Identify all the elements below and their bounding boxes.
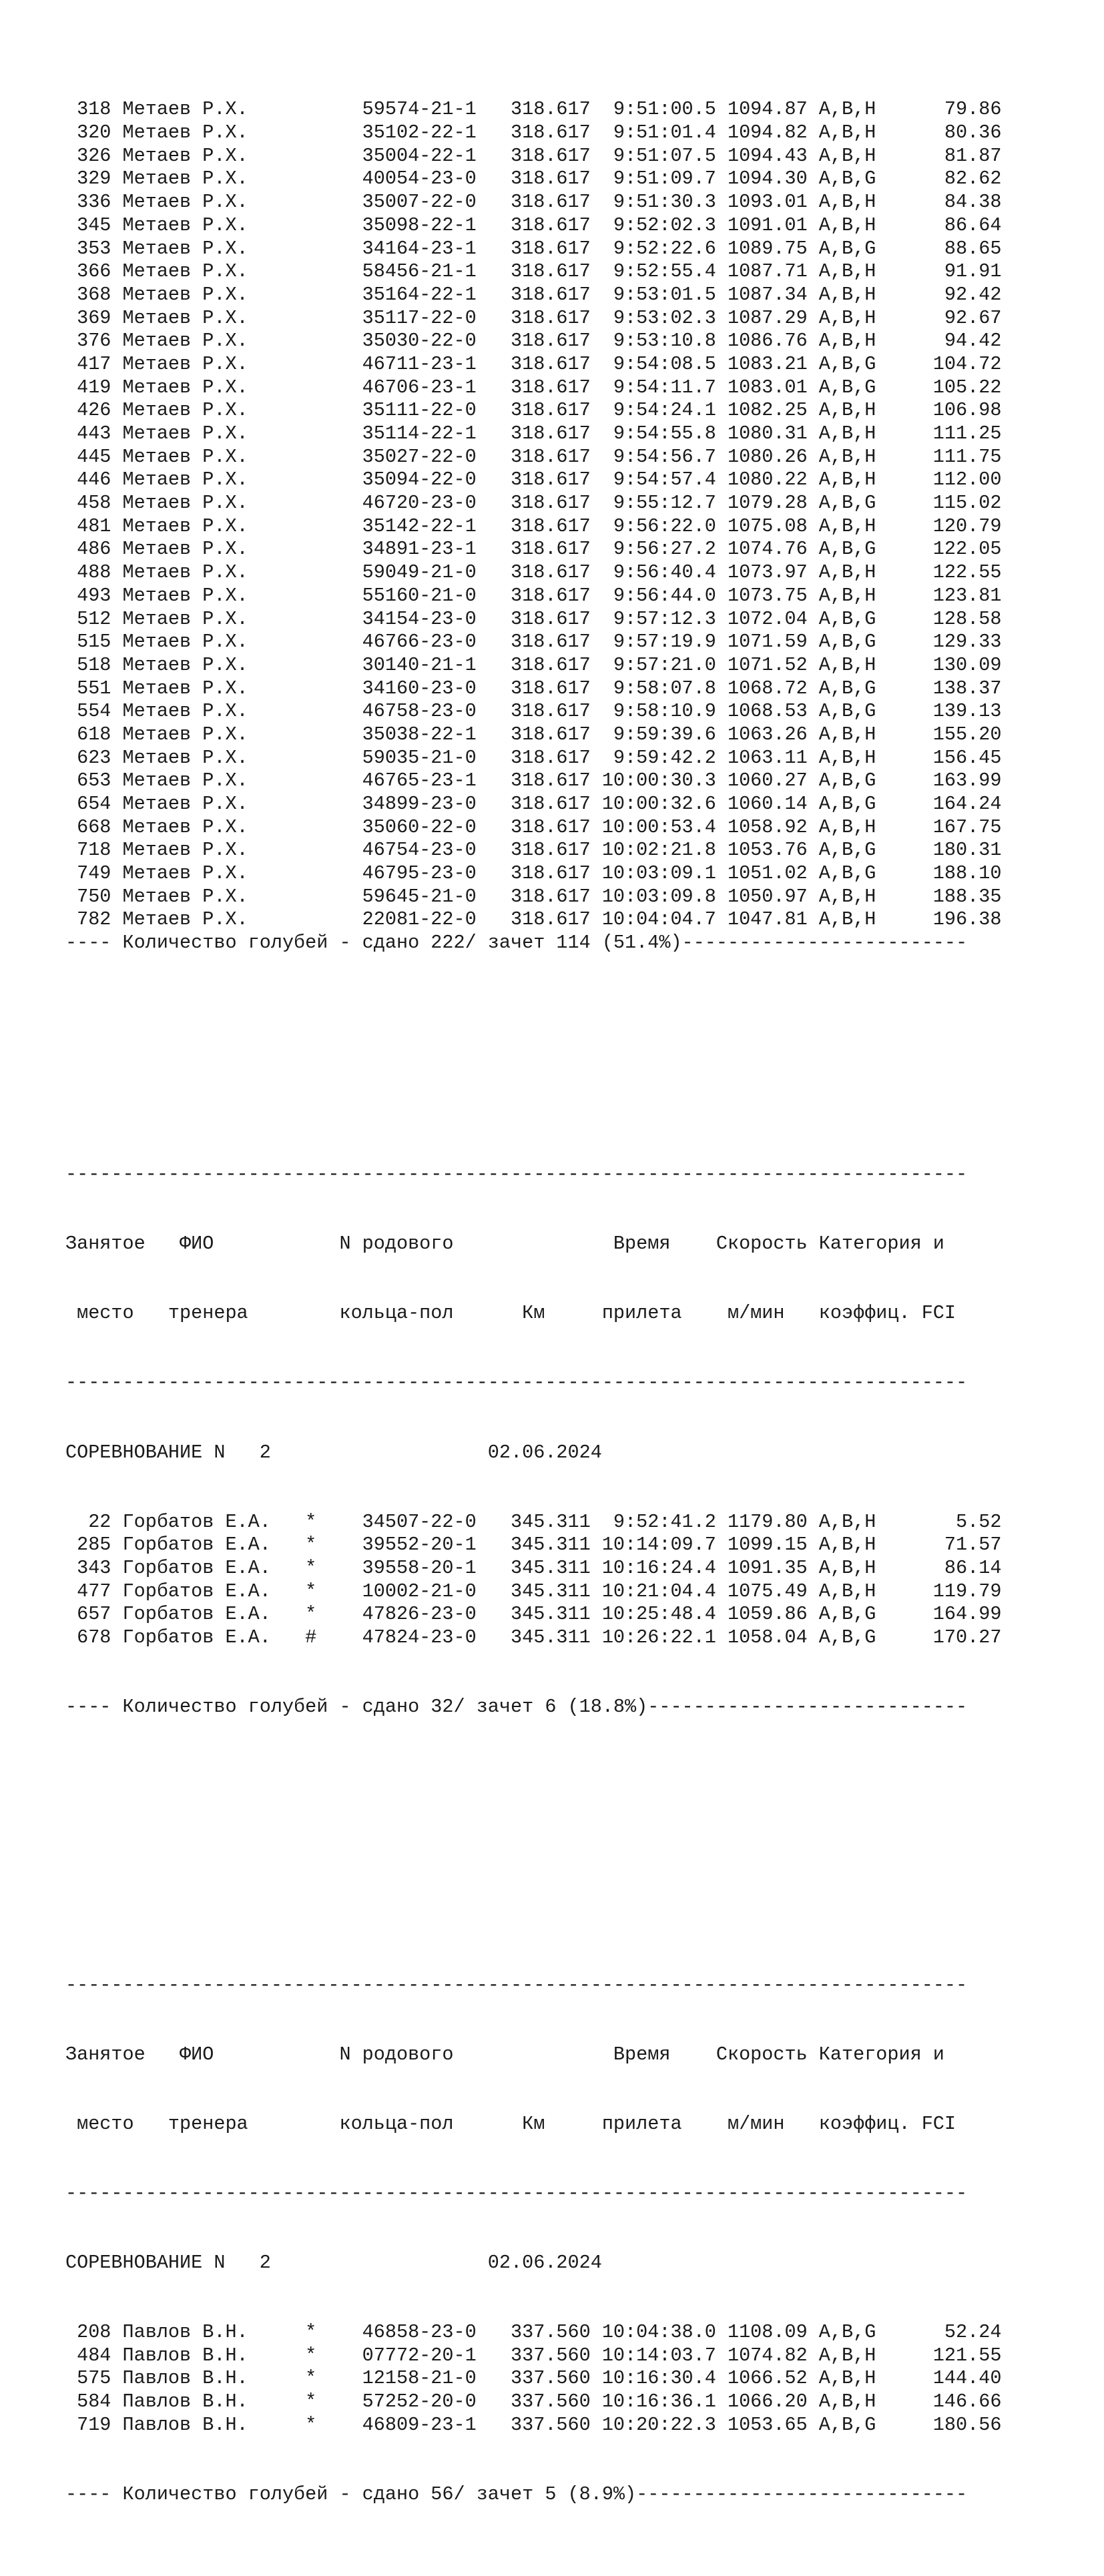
table-row: 493 Метаев Р.Х. 55160-21-0 318.617 9:56:44.0 1073.75 A,B,H 123.81 [65,584,1002,607]
table-row: 345 Метаев Р.Х. 35098-22-1 318.617 9:52:02.3 1091.01 A,B,H 86.64 [65,214,1002,236]
results-block-3 [65,1927,1001,2553]
spacer [65,1024,1001,1048]
separator-line: ------------------------------------------------------------------------------- [65,1163,968,1186]
separator-line: ------------------------------------------------------------------------------- [65,1371,968,1394]
table-row: 484 Павлов В.Н. * 07772-20-1 337.560 10:14:03.7 1074.82 A,B,H 121.55 [65,2344,1002,2366]
column-header-line-2: место тренера кольца-пол Км прилета м/мин коэффиц. FCI [65,2112,956,2135]
results-block-1 [65,98,1001,954]
table-row: 477 Горбатов Е.А. * 10002-21-0 345.311 10:21:04.4 1075.49 A,B,H 119.79 [65,1580,1002,1602]
table-row: 657 Горбатов Е.А. * 47826-23-0 345.311 10:25:48.4 1059.86 A,B,G 164.99 [65,1603,1002,1626]
separator-line: ------------------------------------------------------------------------------- [65,2182,968,2204]
competition-line: СОРЕВНОВАНИЕ N 2 02.06.2024 [65,2251,602,2274]
table-row: 343 Горбатов Е.А. * 39558-20-1 345.311 10:16:24.4 1091.35 A,B,H 86.14 [65,1557,1002,1579]
table-row: 654 Метаев Р.Х. 34899-23-0 318.617 10:00:32.6 1060.14 A,B,G 164.24 [65,793,1002,816]
table-row: 618 Метаев Р.Х. 35038-22-1 318.617 9:59:39.6 1063.26 A,B,H 155.20 [65,723,1002,745]
table-row: 584 Павлов В.Н. * 57252-20-0 337.560 10:16:36.1 1066.20 A,B,H 146.66 [65,2390,1002,2413]
table-row: 782 Метаев Р.Х. 22081-22-0 318.617 10:04:04.7 1047.81 A,B,H 196.38 [65,908,1002,931]
table-row: 678 Горбатов Е.А. # 47824-23-0 345.311 10:26:22.1 1058.04 A,B,G 170.27 [65,1626,1002,1649]
table-row: 515 Метаев Р.Х. 46766-23-0 318.617 9:57:19.9 1071.59 A,B,G 129.33 [65,631,1002,653]
table-row: 336 Метаев Р.Х. 35007-22-0 318.617 9:51:30.3 1093.01 A,B,H 84.38 [65,191,1002,214]
table-row: 426 Метаев Р.Х. 35111-22-0 318.617 9:54:24.1 1082.25 A,B,H 106.98 [65,399,1002,422]
table-row: 718 Метаев Р.Х. 46754-23-0 318.617 10:02:21.8 1053.76 A,B,G 180.31 [65,839,1002,862]
spacer [65,1835,1001,1858]
rows [65,1511,1001,1650]
table-row: 653 Метаев Р.Х. 46765-23-1 318.617 10:00:30.3 1060.27 A,B,G 163.99 [65,769,1002,792]
table-row: 719 Павлов В.Н. * 46809-23-1 337.560 10:20:22.3 1053.65 A,B,G 180.56 [65,2413,1002,2436]
table-row: 326 Метаев Р.Х. 35004-22-1 318.617 9:51:07.5 1094.43 A,B,H 81.87 [65,144,1002,167]
competition-line: СОРЕВНОВАНИЕ N 2 02.06.2024 [65,1441,602,1464]
table-row: 750 Метаев Р.Х. 59645-21-0 318.617 10:03:09.8 1050.97 A,B,H 188.35 [65,885,1002,908]
table-row: 376 Метаев Р.Х. 35030-22-0 318.617 9:53:10.8 1086.76 A,B,H 94.42 [65,330,1002,352]
column-header-line-2: место тренера кольца-пол Км прилета м/мин коэффиц. FCI [65,1302,956,1325]
summary-line: ---- Количество голубей - сдано 56/ зачет 5 (8.9%)----------------------------- [65,2483,968,2505]
column-header-line-1: Занятое ФИО N родового Время Скорость Категория и [65,2043,944,2065]
table-row: 518 Метаев Р.Х. 30140-21-1 318.617 9:57:21.0 1071.52 A,B,H 130.09 [65,653,1002,676]
table-row: 481 Метаев Р.Х. 35142-22-1 318.617 9:56:22.0 1075.08 A,B,H 120.79 [65,515,1002,537]
table-row: 445 Метаев Р.Х. 35027-22-0 318.617 9:54:56.7 1080.26 A,B,H 111.75 [65,445,1002,468]
table-row: 329 Метаев Р.Х. 40054-23-0 318.617 9:51:09.7 1094.30 A,B,G 82.62 [65,168,1002,190]
table-row: 443 Метаев Р.Х. 35114-22-1 318.617 9:54:55.8 1080.31 A,B,H 111.25 [65,422,1002,445]
table-row: 554 Метаев Р.Х. 46758-23-0 318.617 9:58:10.9 1068.53 A,B,G 139.13 [65,700,1002,723]
table-row: 22 Горбатов Е.А. * 34507-22-0 345.311 9:52:41.2 1179.80 A,B,H 5.52 [65,1510,1002,1533]
results-block-2 [65,1117,1001,1766]
table-row: 749 Метаев Р.Х. 46795-23-0 318.617 10:03:09.1 1051.02 A,B,G 188.10 [65,862,1002,885]
table-row: 551 Метаев Р.Х. 34160-23-0 318.617 9:58:07.8 1068.72 A,B,G 138.37 [65,677,1002,699]
separator-line: ------------------------------------------------------------------------------- [65,1973,968,1996]
rows [65,2321,1001,2437]
table-row: 318 Метаев Р.Х. 59574-21-1 318.617 9:51:00.5 1094.87 A,B,H 79.86 [65,98,1002,121]
table-row: 285 Горбатов Е.А. * 39552-20-1 345.311 10:14:09.7 1099.15 A,B,H 71.57 [65,1534,1002,1556]
table-row: 486 Метаев Р.Х. 34891-23-1 318.617 9:56:27.2 1074.76 A,B,G 122.05 [65,538,1002,561]
column-header-line-1: Занятое ФИО N родового Время Скорость Категория и [65,1233,944,1255]
table-row: 458 Метаев Р.Х. 46720-23-0 318.617 9:55:12.7 1079.28 A,B,G 115.02 [65,492,1002,515]
table-row: 575 Павлов В.Н. * 12158-21-0 337.560 10:16:30.4 1066.52 A,B,H 144.40 [65,2367,1002,2390]
summary-line: ---- Количество голубей - сдано 32/ зачет 6 (18.8%)---------------------------- [65,1696,968,1718]
table-row: 208 Павлов В.Н. * 46858-23-0 337.560 10:04:38.0 1108.09 A,B,G 52.24 [65,2321,1002,2344]
table-row: 446 Метаев Р.Х. 35094-22-0 318.617 9:54:57.4 1080.22 A,B,H 112.00 [65,468,1002,491]
results-document [65,52,1001,2576]
summary-line: ---- Количество голубей - сдано 222/ зачет 114 (51.4%)------------------------- [65,932,968,954]
table-row: 419 Метаев Р.Х. 46706-23-1 318.617 9:54:11.7 1083.01 A,B,G 105.22 [65,376,1002,398]
table-row: 417 Метаев Р.Х. 46711-23-1 318.617 9:54:08.5 1083.21 A,B,G 104.72 [65,352,1002,375]
table-row: 668 Метаев Р.Х. 35060-22-0 318.617 10:00:53.4 1058.92 A,B,H 167.75 [65,816,1002,838]
table-row: 353 Метаев Р.Х. 34164-23-1 318.617 9:52:22.6 1089.75 A,B,G 88.65 [65,237,1002,260]
table-row: 512 Метаев Р.Х. 34154-23-0 318.617 9:57:12.3 1072.04 A,B,G 128.58 [65,607,1002,630]
table-row: 369 Метаев Р.Х. 35117-22-0 318.617 9:53:02.3 1087.29 A,B,H 92.67 [65,306,1002,329]
table-row: 368 Метаев Р.Х. 35164-22-1 318.617 9:53:01.5 1087.34 A,B,H 92.42 [65,283,1002,306]
table-row: 623 Метаев Р.Х. 59035-21-0 318.617 9:59:42.2 1063.11 A,B,H 156.45 [65,746,1002,769]
table-row: 320 Метаев Р.Х. 35102-22-1 318.617 9:51:01.4 1094.82 A,B,H 80.36 [65,121,1002,144]
table-row: 366 Метаев Р.Х. 58456-21-1 318.617 9:52:55.4 1087.71 A,B,H 91.91 [65,260,1002,283]
table-row: 488 Метаев Р.Х. 59049-21-0 318.617 9:56:40.4 1073.97 A,B,H 122.55 [65,561,1002,584]
